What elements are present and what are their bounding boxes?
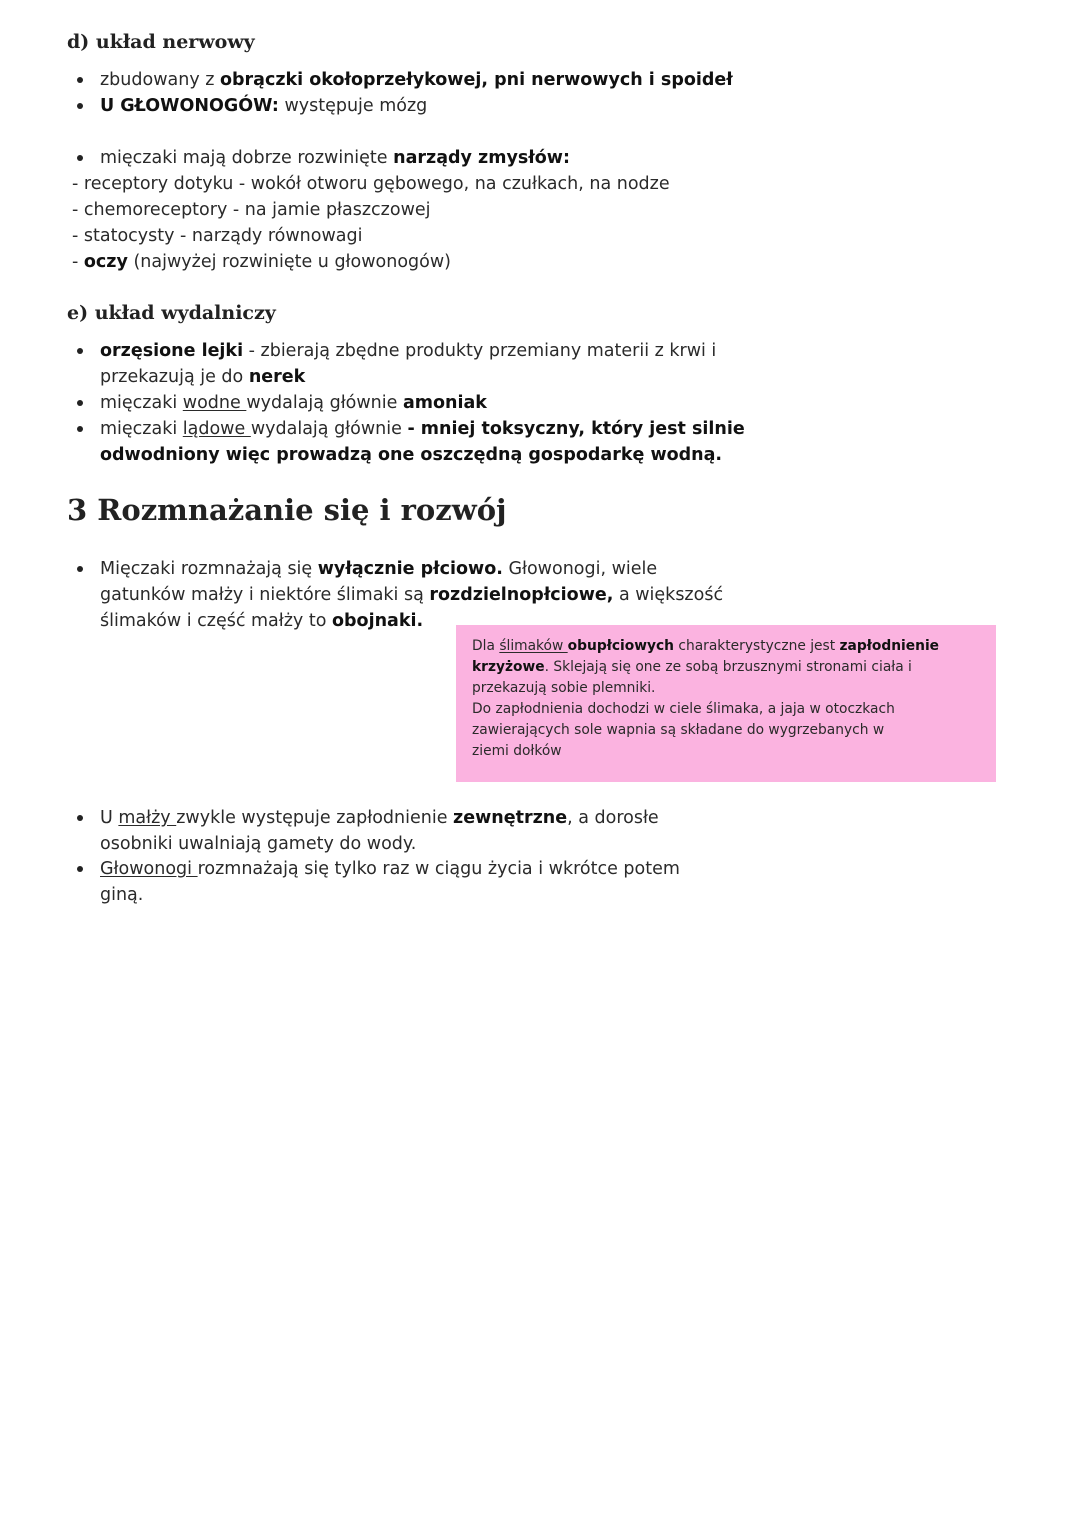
bullet-icon (77, 155, 83, 161)
sense-item-touch: - receptory dotyku - wokół otworu gębowego, na czułkach, na nodze (72, 174, 670, 194)
excretory-bullet-1-line-2: przekazują je do nerek (100, 367, 306, 387)
nervous-bullet-1: zbudowany z obrączki okołoprzełykowej, pni nerwowych i spoideł (100, 70, 733, 90)
reproduction-bullet-3-line-2: giną. (100, 885, 144, 905)
reproduction-bullet-2-line-1: U małży zwykle występuje zapłodnienie zewnętrzne, a dorosłe (100, 808, 659, 828)
bullet-icon (77, 426, 83, 432)
note-line-5: zawierających sole wapnia są składane do wygrzebanych w (472, 722, 885, 738)
sense-item-statocyst: - statocysty - narządy równowagi (72, 226, 363, 246)
excretory-bullet-3-line-1: mięczaki lądowe wydalają głównie - mniej toksyczny, który jest silnie (100, 419, 745, 439)
sense-item-chemo: - chemoreceptory - na jamie płaszczowej (72, 200, 431, 220)
note-line-1: Dla ślimaków obupłciowych charakterystyczne jest zapłodnienie (472, 638, 940, 654)
nervous-bullet-2: U GŁOWONOGÓW: występuje mózg (100, 96, 428, 116)
heading-reproduction: 3 Rozmnażanie się i rozwój (67, 493, 507, 527)
note-line-2: krzyżowe. Sklejają się one ze sobą brzusznymi stronami ciała i (472, 659, 912, 675)
bullet-icon (77, 400, 83, 406)
heading-excretory-system: e) układ wydalniczy (67, 302, 276, 324)
bullet-icon (77, 866, 83, 872)
bullet-icon (77, 815, 83, 821)
callout-note-snails (456, 625, 996, 782)
bullet-icon (77, 77, 83, 83)
bullet-icon (77, 103, 83, 109)
excretory-bullet-2: mięczaki wodne wydalają głównie amoniak (100, 393, 487, 413)
reproduction-bullet-1-line-1: Mięczaki rozmnażają się wyłącznie płciowo. Głowonogi, wiele (100, 559, 658, 579)
excretory-bullet-3-line-2: odwodniony więc prowadzą one oszczędną gospodarkę wodną. (100, 445, 723, 465)
excretory-bullet-1-line-1: orzęsione lejki - zbierają zbędne produkty przemiany materii z krwi i (100, 341, 717, 361)
bullet-icon (77, 566, 83, 572)
nervous-bullet-3: mięczaki mają dobrze rozwinięte narządy zmysłów: (100, 148, 570, 168)
reproduction-bullet-2-line-2: osobniki uwalniają gamety do wody. (100, 834, 417, 854)
bullet-icon (77, 348, 83, 354)
note-line-4: Do zapłodnienia dochodzi w ciele ślimaka, a jaja w otoczkach (472, 701, 895, 717)
note-line-6: ziemi dołków (472, 743, 562, 759)
reproduction-bullet-1-line-2: gatunków małży i niektóre ślimaki są rozdzielnopłciowe, a większość (100, 585, 724, 605)
note-line-3: przekazują sobie plemniki. (472, 680, 656, 696)
sense-item-eyes: - oczy (najwyżej rozwinięte u głowonogów) (72, 252, 452, 272)
reproduction-bullet-1-line-3: ślimaków i część małży to obojnaki. (100, 611, 424, 631)
heading-nervous-system: d) układ nerwowy (67, 31, 255, 53)
reproduction-bullet-3-line-1: Głowonogi rozmnażają się tylko raz w ciągu życia i wkrótce potem (100, 859, 680, 879)
